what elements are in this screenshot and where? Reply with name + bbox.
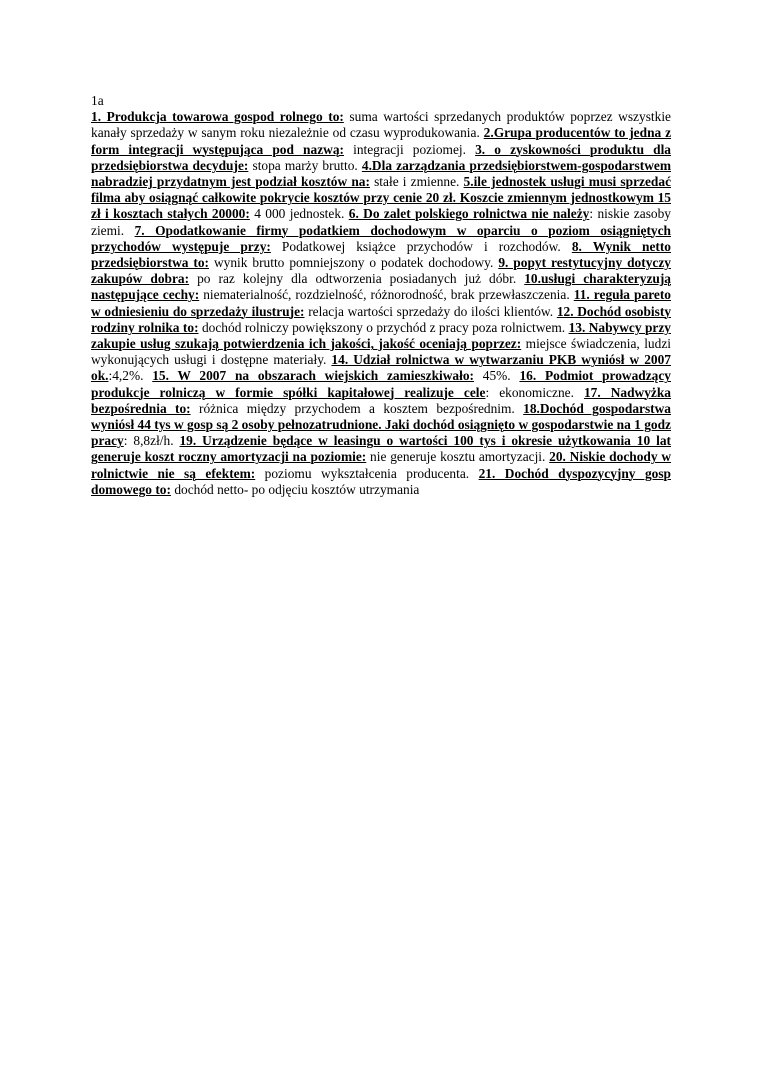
- answer-11: relacja wartości sprzedaży do ilości klientów.: [304, 303, 557, 319]
- answer-17: różnica między przychodem a kosztem bezpośrednim.: [190, 400, 524, 416]
- question-13: 13. Nabywcy przy zakupie usług szukają potwierdzenia ich jakości, jakość oceniają poprzez:: [91, 319, 671, 352]
- answer-9: po raz kolejny dla odtworzenia posiadanych już dóbr.: [189, 271, 525, 287]
- question-16: 16. Podmiot prowadzący produkcje rolniczą w formie spółki kapitałowej realizuje cele: [91, 368, 671, 400]
- question-21: 21. Dochód dyspozycyjny gosp domowego to:: [91, 465, 671, 497]
- answer-18: : 8,8zł/h.: [123, 433, 180, 449]
- question-7: 7. Opodatkowanie firmy podatkiem dochodowym w oparciu o poziom osiągniętych przychodów występuje przy:: [91, 222, 671, 254]
- answer-13: miejsce świadczenia, ludzi wykonujących usługi i dostępne materiały.: [91, 336, 671, 368]
- question-12: 12. Dochód osobisty rodziny rolnika to:: [91, 303, 672, 335]
- answer-16: : ekonomiczne.: [485, 384, 584, 400]
- answer-19: nie generuje kosztu amortyzacji.: [366, 449, 550, 465]
- question-5: 5.ile jednostek usługi musi sprzedać filma aby osiągnąć całkowite pokrycie kosztów przy cenie 20 zł. Koszcie zmiennym jednostkowym 15 zł i kosztach stałych 20000:: [91, 174, 672, 222]
- question-18: 18.Dochód gospodarstwa wyniósł 44 tys w gosp są 2 osoby pełnozatrudnione. Jaki dochód osiągnięto w gospodarstwie na 1 godz pracy: [91, 400, 671, 449]
- question-2: 2.Grupa producentów to jedna z form integracji występująca pod nazwą:: [91, 125, 672, 157]
- answer-15: 45%.: [474, 368, 520, 384]
- answer-4: stałe i zmienne.: [369, 174, 464, 190]
- question-3: 3. o zyskowności produktu dla przedsiębiorstwa decyduje:: [91, 141, 672, 173]
- question-8: 8. Wynik netto przedsiębiorstwa to:: [91, 238, 672, 271]
- answer-1: suma wartości sprzedanych produktów poprzez wszystkie kanały sprzedaży w sanym roku niezależnie od czasu wyprodukowania.: [91, 109, 671, 141]
- answer-21: dochód netto- po odjęciu kosztów utrzymania: [170, 481, 420, 497]
- question-1: 1. Produkcja towarowa gospod rolnego to:: [91, 109, 344, 125]
- questions-answers-paragraph: [91, 109, 671, 498]
- question-11: 11. reguła pareto w odniesieniu do sprzedaży ilustruje:: [91, 287, 672, 319]
- question-9: 9. popyt restytucyjny dotyczy zakupów dobra:: [91, 255, 671, 287]
- question-10: 10.usługi charakteryzują następujące cechy:: [91, 271, 671, 303]
- answer-3: stopa marży brutto.: [248, 157, 362, 173]
- question-17: 17. Nadwyżka bezpośrednia to:: [91, 384, 671, 416]
- answer-20: poziomu wykształcenia producenta.: [255, 465, 479, 481]
- question-19: 19. Urządzenie będące w leasingu o wartości 100 tys i okresie użytkowania 10 lat generuje koszt roczny amortyzacji na poziomie:: [91, 433, 671, 465]
- answer-5: 4 000 jednostek.: [249, 206, 349, 222]
- page-label: 1a: [91, 93, 104, 108]
- answer-2: integracji poziomej.: [343, 141, 476, 157]
- answer-8: wynik brutto pomniejszony o podatek dochodowy.: [209, 255, 499, 271]
- answer-6: : niskie zasoby ziemi.: [91, 206, 671, 238]
- document-page: [91, 93, 671, 498]
- question-4: 4.Dla zarządzania przedsiębiorstwem-gospodarstwem nabradziej przydatnym jest podział kosztów na:: [91, 157, 671, 190]
- question-6: 6. Do zalet polskiego rolnictwa nie należy: [348, 206, 590, 222]
- answer-10: niematerialność, rozdzielność, różnorodność, brak przewłaszczenia.: [199, 287, 574, 303]
- answer-12: dochód rolniczy powiększony o przychód z pracy poza rolnictwem.: [198, 319, 569, 335]
- answer-14: :4,2%.: [108, 368, 153, 384]
- answer-7: Podatkowej książce przychodów i rozchodów.: [270, 238, 572, 254]
- question-15: 15. W 2007 na obszarach wiejskich zamieszkiwało:: [152, 368, 474, 384]
- question-20: 20. Niskie dochody w rolnictwie nie są efektem:: [91, 449, 672, 481]
- question-14: 14. Udział rolnictwa w wytwarzaniu PKB wyniósł w 2007 ok.: [91, 352, 671, 384]
